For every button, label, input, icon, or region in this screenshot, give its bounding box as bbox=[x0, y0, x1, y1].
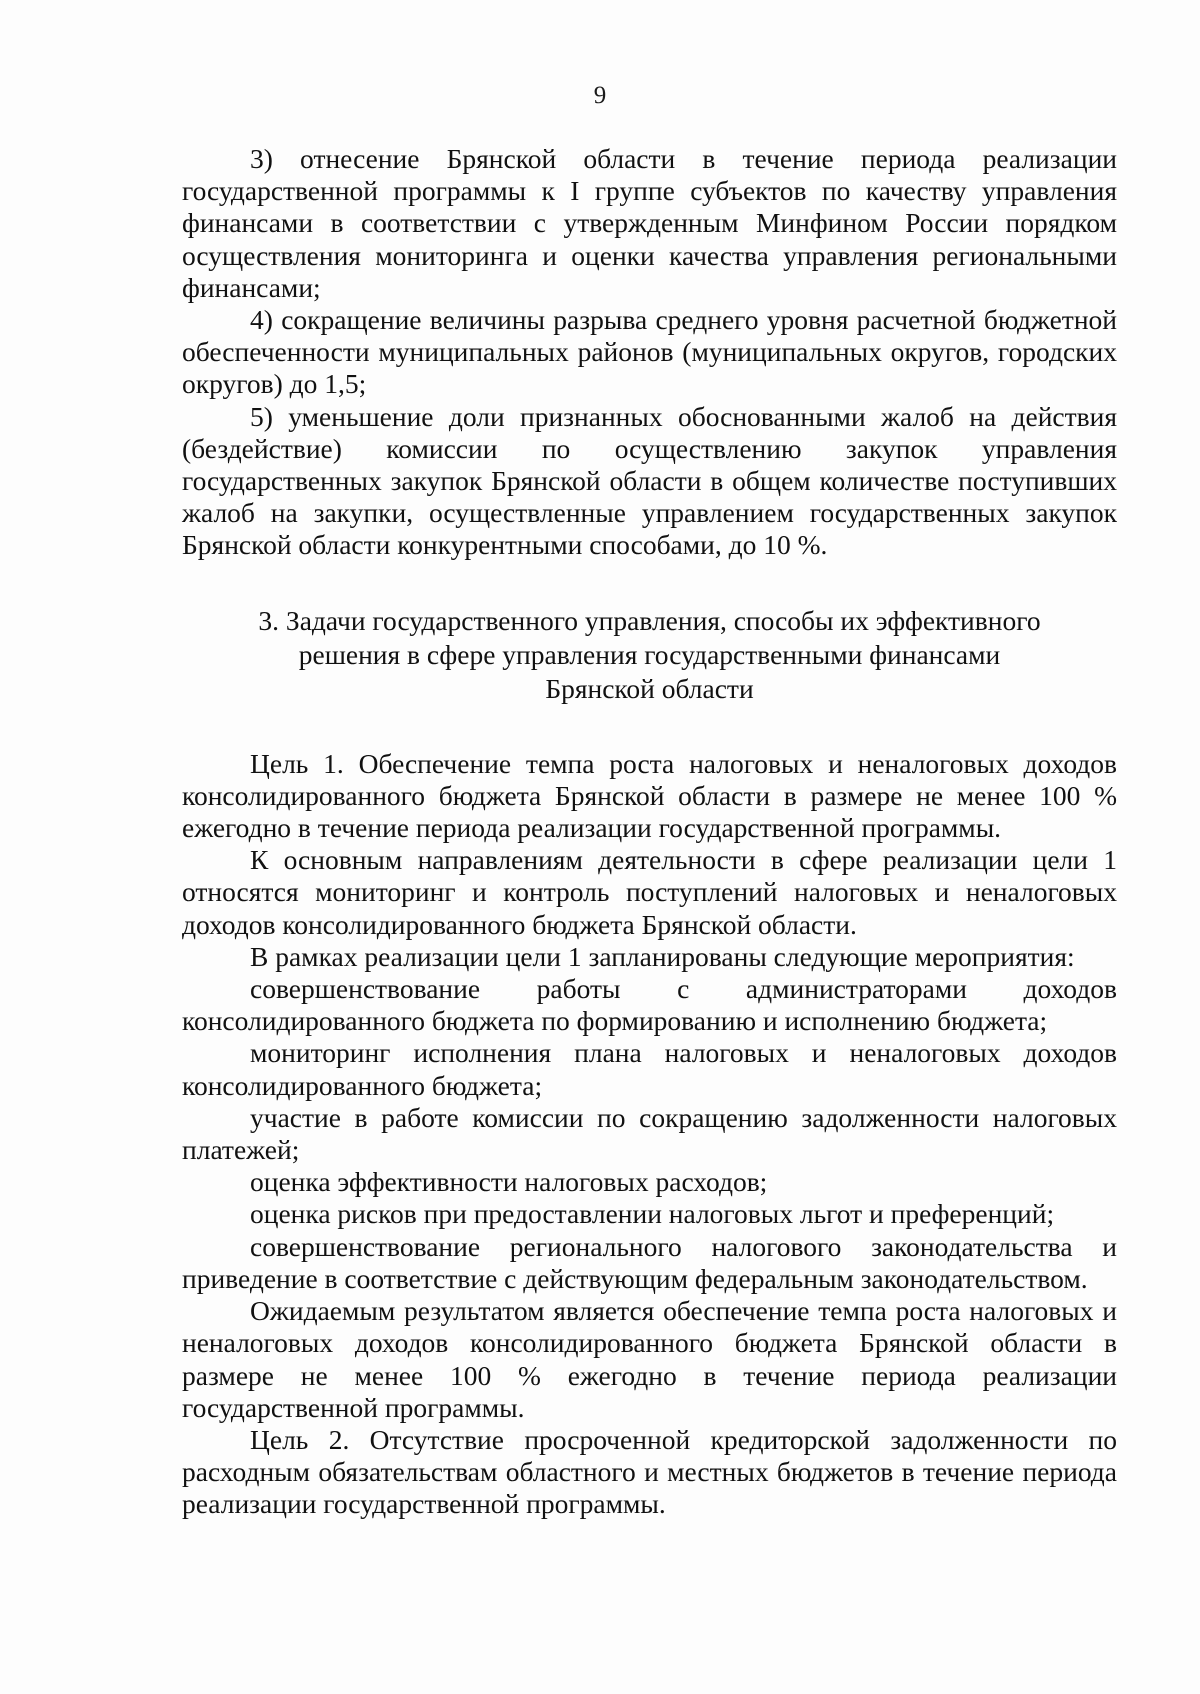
paragraph-measure-2: мониторинг исполнения плана налоговых и неналоговых доходов консолидированного бюджета; bbox=[182, 1037, 1117, 1101]
paragraph-measures-intro: В рамках реализации цели 1 запланированы следующие мероприятия: bbox=[250, 940, 1075, 972]
paragraph-measure-3: участие в работе комиссии по сокращению задолженности налоговых платежей; bbox=[182, 1101, 1117, 1166]
paragraph-item-3: 3) отнесение Брянской области в течение периода реализации государственной программы к I группе субъектов по качеству управления финансами в соответствии с утвержденным Минфином России порядком осуществления мониторинга и оценки качества управления региональными финансами; bbox=[182, 143, 1117, 303]
paragraph-goal-1: Цель 1. Обеспечение темпа роста налоговых и неналоговых доходов консолидированного бюджета Брянской области в размере не менее 100 % ежегодно в течение периода реализации государственной программы. bbox=[182, 747, 1117, 844]
section-title bbox=[182, 604, 1117, 706]
paragraph-measure-4: оценка эффективности налоговых расходов; bbox=[250, 1166, 768, 1198]
paragraph-item-5: 5) уменьшение доли признанных обоснованными жалоб на действия (бездействие) комиссии по осуществлению закупок управления государственных закупок Брянской области в общем количестве поступивших жалоб на закупки, осуществленные управлением государственных закупок Брянской области конкурентными способами, до 10 %. bbox=[182, 400, 1117, 561]
paragraph-directions: К основным направлениям деятельности в сфере реализации цели 1 относятся мониторинг и контроль поступлений налоговых и неналоговых доходов консолидированного бюджета Брянской области. bbox=[182, 844, 1117, 940]
paragraph-measure-6: совершенствование регионального налогового законодательства и приведение в соответствие с действующим федеральным законодательством. bbox=[182, 1230, 1117, 1294]
page-number: 9 bbox=[593, 82, 607, 109]
paragraph-expected-result: Ожидаемым результатом является обеспечение темпа роста налоговых и неналоговых доходов консолидированного бюджета Брянской области в размере не менее 100 % ежегодно в течение периода реализации государственной программы. bbox=[182, 1295, 1117, 1423]
paragraph-measure-5: оценка рисков при предоставлении налоговых льгот и преференций; bbox=[250, 1198, 1055, 1230]
paragraph-goal-2: Цель 2. Отсутствие просроченной кредиторской задолженности по расходным обязательствам областного и местных бюджетов в течение периода реализации государственной программы. bbox=[182, 1423, 1117, 1520]
paragraph-item-4: 4) сокращение величины разрыва среднего уровня расчетной бюджетной обеспеченности муниципальных районов (муниципальных округов, городских округов) до 1,5; bbox=[182, 304, 1117, 400]
section-title-line-3: Брянской области bbox=[545, 672, 754, 704]
paragraph-measure-1: совершенствование работы с администраторами доходов консолидированного бюджета по формированию и исполнению бюджета; bbox=[182, 973, 1117, 1037]
section-title-line-2: решения в сфере управления государственными финансами bbox=[298, 638, 1001, 670]
document-body bbox=[182, 143, 1117, 1521]
section-title-line-1: 3. Задачи государственного управления, способы их эффективного bbox=[258, 604, 1041, 636]
